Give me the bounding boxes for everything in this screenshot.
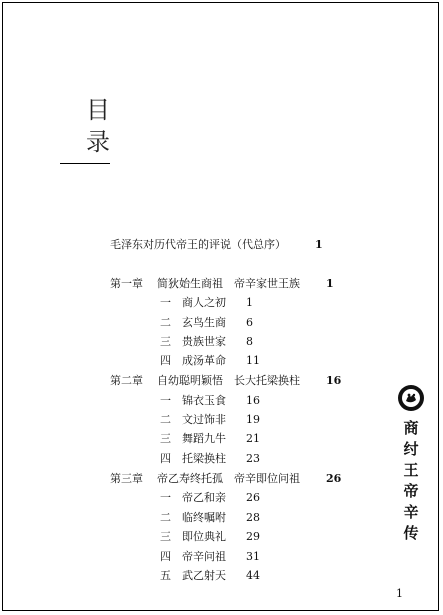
section-title[interactable]: 玄鸟生商 [182,316,226,329]
side-title-char: 纣 [403,440,419,458]
section-num: 三 [160,432,171,445]
chapter-label: 第三章 [110,472,143,485]
side-title-char: 商 [403,419,419,437]
section-page: 6 [246,316,253,329]
chapter-page: 16 [326,374,342,387]
section-title[interactable]: 成汤革命 [182,354,226,367]
section-page: 31 [246,550,260,563]
chapter-title[interactable]: 自幼聪明颖悟 长大托梁换柱 [157,374,300,387]
section-page: 23 [246,452,260,465]
section-page: 8 [246,335,253,348]
chapter-title[interactable]: 简狄始生商祖 帝辛家世王族 [157,277,300,290]
preface-page: 1 [315,238,323,251]
section-num: 一 [160,394,171,407]
section-num: 一 [160,296,171,309]
section-num: 五 [160,569,171,582]
section-title[interactable]: 武乙射天 [182,569,226,582]
side-book-title [400,418,422,544]
section-num: 二 [160,511,171,524]
side-title-char: 王 [403,461,419,479]
section-num: 四 [160,550,171,563]
section-page: 16 [246,394,260,407]
section-num: 四 [160,354,171,367]
chapter-page: 26 [326,472,342,485]
section-num: 四 [160,452,171,465]
section-num: 三 [160,530,171,543]
section-num: 二 [160,413,171,426]
section-title[interactable]: 贵族世家 [182,335,226,348]
section-page: 11 [246,354,260,367]
section-title[interactable]: 临终嘱咐 [182,511,226,524]
section-title[interactable]: 帝辛问祖 [182,550,226,563]
chapter-label: 第一章 [110,277,143,290]
contents-heading-2: 录 [86,128,110,156]
section-page: 26 [246,491,260,504]
section-num: 三 [160,335,171,348]
section-num: 二 [160,316,171,329]
side-title-char: 传 [403,524,419,542]
section-num: 一 [160,491,171,504]
section-page: 19 [246,413,260,426]
chapter-page: 1 [326,277,334,290]
section-title[interactable]: 托梁换柱 [182,452,226,465]
heading-rule [60,163,110,164]
chapter-title[interactable]: 帝乙寿终托孤 帝辛即位问祖 [157,472,300,485]
section-page: 28 [246,511,260,524]
section-page: 44 [246,569,260,582]
chapter-label: 第二章 [110,374,143,387]
section-page: 29 [246,530,260,543]
page-number: 1 [396,587,403,600]
section-title[interactable]: 锦衣玉食 [182,394,226,407]
section-page: 21 [246,432,260,445]
section-title[interactable]: 即位典礼 [182,530,226,543]
side-title-char: 帝 [403,482,419,500]
section-title[interactable]: 帝乙和亲 [182,491,226,504]
side-title-char: 辛 [403,503,419,521]
preface-title[interactable]: 毛泽东对历代帝王的评说（代总序） [110,238,286,251]
section-title[interactable]: 舞蹈九牛 [182,432,226,445]
book-emblem-icon [396,383,426,413]
section-title[interactable]: 文过饰非 [182,413,226,426]
contents-heading-1: 目 [86,96,110,124]
section-title[interactable]: 商人之初 [182,296,226,309]
section-page: 1 [246,296,253,309]
